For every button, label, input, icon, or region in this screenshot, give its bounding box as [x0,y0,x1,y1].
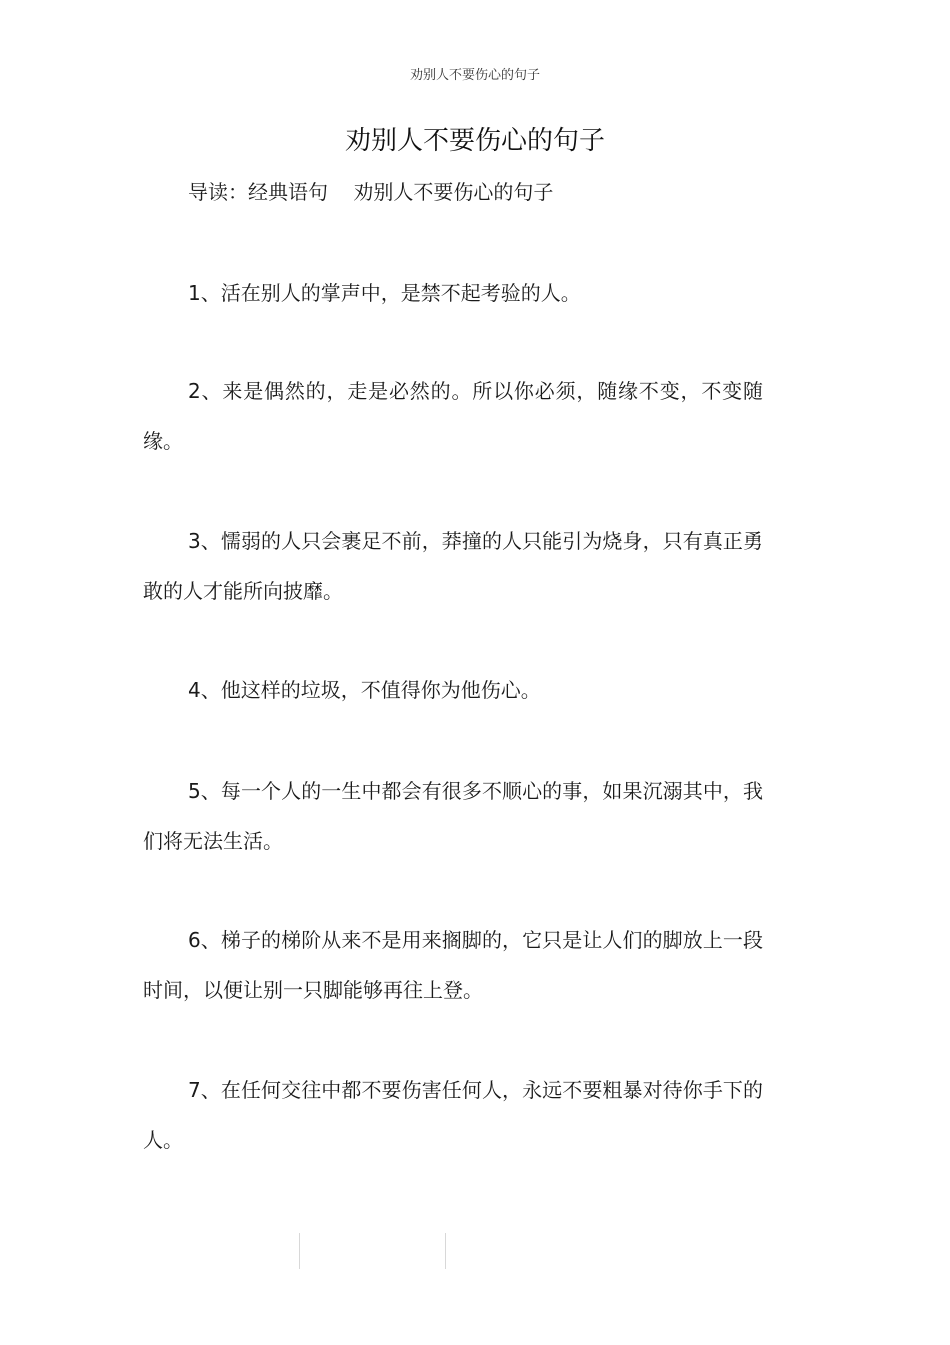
intro-line: 导读：经典语句 劝别人不要伤心的句子 [188,180,554,204]
sentence-5: 5、每一个人的一生中都会有很多不顺心的事，如果沉溺其中，我们将无法生活。 [143,779,763,853]
document-title: 劝别人不要伤心的句子 [344,126,605,156]
sentence-3: 3、懦弱的人只会裹足不前，莽撞的人只能引为烧身，只有真正勇敢的人才能所向披靡。 [143,529,763,603]
sentence-4: 4、他这样的垃圾，不值得你为他伤心。 [188,678,541,702]
footer-divider-right [445,1233,446,1269]
footer-divider-left [299,1233,300,1269]
running-header: 劝别人不要伤心的句子 [409,68,540,83]
sentence-2: 2、来是偶然的，走是必然的。所以你必须，随缘不变，不变随缘。 [143,379,763,453]
sentence-1: 1、活在别人的掌声中，是禁不起考验的人。 [188,281,581,305]
sentence-6: 6、梯子的梯阶从来不是用来搁脚的，它只是让人们的脚放上一段时间，以便让别一只脚能够再往上登。 [143,928,763,1002]
sentence-7: 7、在任何交往中都不要伤害任何人，永远不要粗暴对待你手下的人。 [143,1078,763,1152]
